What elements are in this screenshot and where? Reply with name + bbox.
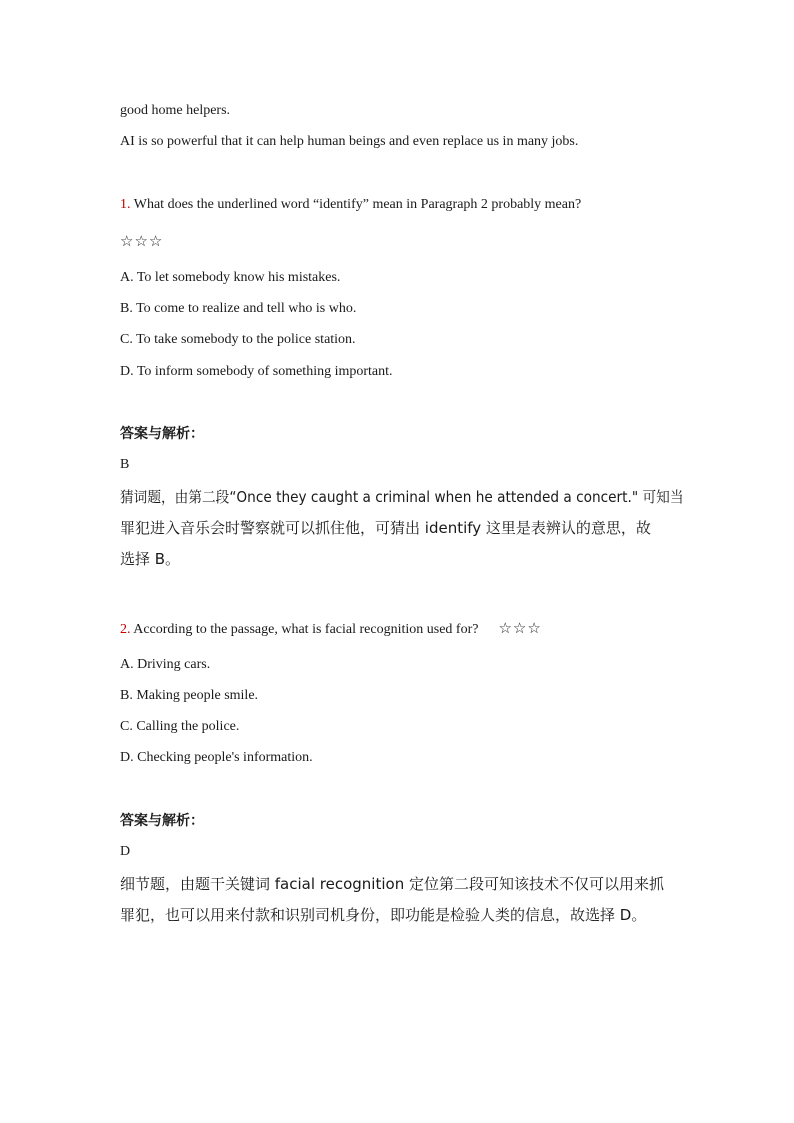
question-text: According to the passage, what is facial recognition used for? bbox=[130, 622, 479, 637]
explanation-line: 选择 B。 bbox=[120, 550, 181, 568]
option-c: C. To take somebody to the police station. bbox=[120, 332, 356, 347]
star-icon: ☆☆☆ bbox=[120, 232, 164, 250]
question-number: 1. bbox=[120, 197, 131, 212]
answer-value: D bbox=[120, 844, 131, 859]
question-2 bbox=[120, 619, 542, 639]
question-1 bbox=[120, 196, 581, 214]
option-c: C. Calling the police. bbox=[120, 719, 240, 734]
difficulty-stars bbox=[120, 232, 163, 250]
intro-line-2: AI is so powerful that it can help human beings and even replace us in many jobs. bbox=[120, 134, 579, 149]
intro-line-1: good home helpers. bbox=[120, 103, 231, 118]
option-d: D. Checking people's information. bbox=[120, 750, 313, 765]
difficulty-stars: ☆☆☆ bbox=[498, 619, 542, 637]
option-d: D. To inform somebody of something important. bbox=[120, 364, 393, 379]
answer-heading: 答案与解析： bbox=[120, 426, 204, 442]
option-a: A. To let somebody know his mistakes. bbox=[120, 270, 341, 285]
option-a: A. Driving cars. bbox=[120, 657, 211, 672]
question-number: 2. bbox=[120, 622, 131, 637]
explanation-line: 猜词题，由第二段“Once they caught a criminal when he attended a concert." 可知当 bbox=[120, 488, 684, 506]
explanation-line: 罪犯，也可以用来付款和识别司机身份，即功能是检验人类的信息，故选择 D。 bbox=[120, 906, 647, 924]
option-b: B. To come to realize and tell who is who. bbox=[120, 301, 357, 316]
answer-heading: 答案与解析： bbox=[120, 813, 204, 829]
option-b: B. Making people smile. bbox=[120, 688, 259, 703]
explanation-line: 细节题，由题干关键词 facial recognition 定位第二段可知该技术不仅可以用来抓 bbox=[120, 875, 664, 893]
answer-value: B bbox=[120, 457, 130, 472]
explanation-line: 罪犯进入音乐会时警察就可以抓住他，可猜出 identify 这里是表辨认的意思，故 bbox=[120, 519, 651, 537]
question-text: What does the underlined word “identify” mean in Paragraph 2 probably mean? bbox=[130, 197, 582, 212]
